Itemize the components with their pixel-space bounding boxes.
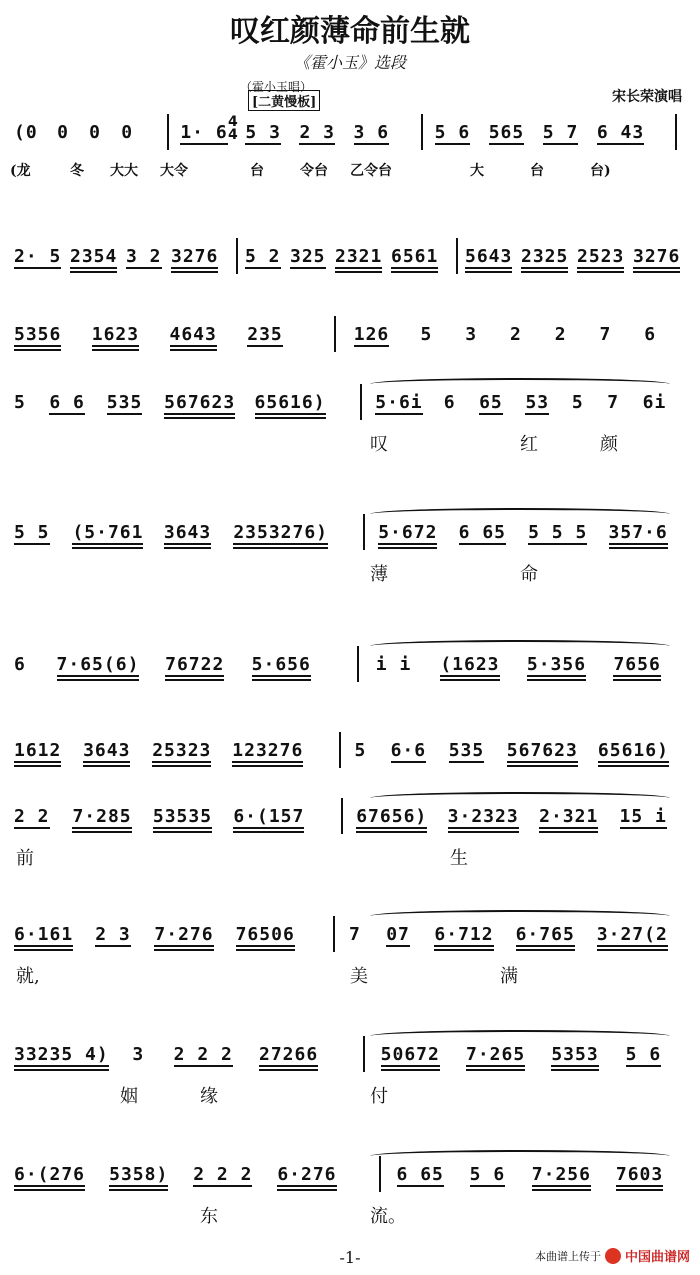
lyric-syllable: 流。 bbox=[370, 1206, 406, 1227]
note-group: 53535 bbox=[152, 806, 213, 827]
score-row bbox=[10, 640, 695, 720]
note-group: 4643 bbox=[169, 324, 217, 345]
note-group: 6·765 bbox=[515, 924, 575, 945]
note-group: 6·(276 bbox=[14, 1164, 86, 1185]
note-group: 07 bbox=[386, 924, 410, 945]
site-logo-icon bbox=[605, 1248, 621, 1264]
note-group: 2325 bbox=[521, 246, 569, 267]
lyric-syllable: 付 bbox=[370, 1086, 388, 1107]
phrase-slur bbox=[370, 640, 670, 652]
lyric-syllable: 颜 bbox=[600, 434, 618, 455]
banban-label: [二黄慢板] bbox=[248, 90, 320, 111]
note-group: 3·27(2 bbox=[596, 924, 668, 945]
note-group: 235 bbox=[247, 324, 283, 345]
note-group: 6 65 bbox=[396, 1164, 444, 1185]
singer-note: （霍小玉唱） bbox=[240, 80, 313, 94]
credit-text: 本曲谱上传于 bbox=[534, 1249, 601, 1263]
note-group: 2353276) bbox=[233, 522, 329, 543]
score-row bbox=[10, 232, 695, 312]
bar-line bbox=[333, 916, 335, 952]
note-group: 2 2 bbox=[14, 806, 50, 827]
note-group: 33235 4) bbox=[14, 1044, 109, 1065]
note-group: 25323 bbox=[152, 740, 212, 761]
note-group: 5 bbox=[354, 740, 367, 761]
note-group: 6 bbox=[14, 654, 26, 675]
score-row bbox=[10, 1030, 695, 1110]
bar-line bbox=[421, 114, 423, 150]
note-group: 7·65(6) bbox=[56, 654, 140, 675]
note-group: 7603 bbox=[615, 1164, 664, 1185]
note-group: 76722 bbox=[165, 654, 225, 675]
lyric-syllable: 缘 bbox=[200, 1086, 218, 1107]
note-group: 6 43 bbox=[596, 122, 645, 143]
note-group: 2 3 bbox=[95, 924, 131, 945]
bar-line bbox=[167, 114, 169, 150]
percussion-syllable: 台 bbox=[530, 163, 544, 179]
note-group: 3643 bbox=[83, 740, 131, 761]
bar-line bbox=[334, 316, 336, 352]
note-group: 6561 bbox=[391, 246, 439, 267]
note-group: 5358) bbox=[109, 1164, 169, 1185]
note-group: 7·276 bbox=[154, 924, 214, 945]
bar-line bbox=[675, 114, 677, 150]
bar-line bbox=[360, 384, 362, 420]
note-group: 50672 bbox=[380, 1044, 440, 1065]
note-group: 1· 6 bbox=[180, 122, 228, 143]
lyric-syllable: 美 bbox=[350, 966, 368, 987]
note-group: 2 bbox=[510, 324, 522, 345]
score-row bbox=[10, 508, 695, 588]
bar-line bbox=[456, 238, 458, 274]
percussion-syllable: 台) bbox=[590, 163, 611, 179]
note-group: 2· 5 bbox=[14, 246, 62, 267]
note-group: 67656) bbox=[356, 806, 428, 827]
note-group: 1623 bbox=[91, 324, 140, 345]
note-group: 3 bbox=[132, 1044, 145, 1065]
note-group: 2523 bbox=[577, 246, 625, 267]
time-signature: 4 4 bbox=[228, 114, 238, 143]
note-group: 6·6 bbox=[390, 740, 427, 761]
phrase-slur bbox=[370, 378, 670, 390]
score-row bbox=[10, 792, 695, 872]
note-group: 7·265 bbox=[466, 1044, 526, 1065]
note-group: 5·672 bbox=[378, 522, 438, 543]
note-group: 0 bbox=[57, 122, 69, 143]
lyric-syllable: 叹 bbox=[370, 434, 388, 455]
phrase-slur bbox=[370, 910, 670, 922]
note-group: 3276 bbox=[171, 246, 219, 267]
note-group: 565 bbox=[488, 122, 525, 143]
note-group: 6i bbox=[642, 392, 667, 413]
note-group: 5 7 bbox=[542, 122, 579, 143]
note-group: 7·285 bbox=[72, 806, 132, 827]
bar-line bbox=[236, 238, 238, 274]
note-group: 3 6 bbox=[353, 122, 390, 143]
percussion-syllable: 大令 bbox=[160, 163, 188, 179]
note-group: 5 5 5 bbox=[528, 522, 588, 543]
note-group: 65616) bbox=[254, 392, 326, 413]
note-group: 6·(157 bbox=[233, 806, 305, 827]
note-group: 2321 bbox=[335, 246, 383, 267]
bar-line bbox=[357, 646, 359, 682]
note-group: 5·656 bbox=[251, 654, 311, 675]
lyric-syllable: 姻 bbox=[120, 1086, 138, 1107]
lyric-syllable: 红 bbox=[520, 434, 538, 455]
percussion-syllable: (龙 bbox=[10, 163, 31, 179]
lyric-syllable: 满 bbox=[500, 966, 518, 987]
note-group: 123276 bbox=[232, 740, 304, 761]
percussion-syllable: 台 bbox=[250, 163, 264, 179]
note-group: 7·256 bbox=[531, 1164, 591, 1185]
note-group: 2 bbox=[554, 324, 567, 345]
phrase-slur bbox=[370, 1150, 670, 1162]
bar-line bbox=[341, 798, 343, 834]
note-group: 6 bbox=[443, 392, 456, 413]
note-group: 5 5 bbox=[14, 522, 50, 543]
note-group: 2354 bbox=[70, 246, 118, 267]
phrase-slur bbox=[370, 792, 670, 804]
note-group: 5·356 bbox=[526, 654, 587, 675]
note-group: 6 bbox=[644, 324, 657, 345]
note-group: i i bbox=[375, 654, 412, 675]
percussion-syllable: 大大 bbox=[110, 163, 138, 179]
note-group: 3276 bbox=[633, 246, 681, 267]
note-group: 53 bbox=[525, 392, 550, 413]
note-group: 5 6 bbox=[469, 1164, 506, 1185]
note-group: 27266 bbox=[259, 1044, 319, 1065]
lyric-syllable: 生 bbox=[450, 848, 468, 869]
note-group: 76506 bbox=[235, 924, 295, 945]
page-title: 叹红颜薄命前生就 bbox=[230, 14, 470, 49]
note-group: 5·6i bbox=[375, 392, 423, 413]
note-group: 3 2 bbox=[126, 246, 162, 267]
score-row bbox=[10, 378, 695, 458]
subtitle: 《霍小玉》选段 bbox=[293, 53, 406, 72]
note-group: (0 bbox=[14, 122, 38, 143]
bar-line bbox=[339, 732, 341, 768]
note-group: 0 bbox=[89, 122, 101, 143]
note-group: 15 i bbox=[619, 806, 667, 827]
note-group: 5356 bbox=[14, 324, 62, 345]
percussion-syllable: 令台 bbox=[300, 163, 328, 179]
note-group: 567623 bbox=[164, 392, 236, 413]
note-group: 5 bbox=[571, 392, 584, 413]
percussion-syllable: 乙令台 bbox=[350, 163, 392, 179]
note-group: 7 bbox=[607, 392, 620, 413]
note-group: 7 bbox=[349, 924, 361, 945]
bar-line bbox=[363, 1036, 365, 1072]
note-group: 2·321 bbox=[539, 806, 599, 827]
note-group: 5353 bbox=[551, 1044, 599, 1065]
note-group: 5 bbox=[14, 392, 26, 413]
note-group: 535 bbox=[448, 740, 485, 761]
note-group: 3643 bbox=[163, 522, 212, 543]
note-group: 535 bbox=[106, 392, 143, 413]
lyric-syllable: 就, bbox=[16, 966, 40, 987]
note-group: 567623 bbox=[506, 740, 578, 761]
lyric-syllable: 薄 bbox=[370, 564, 388, 585]
site-name[interactable]: 中国曲谱网 bbox=[624, 1250, 690, 1265]
page-number: -1- bbox=[339, 1248, 361, 1267]
note-group: 5643 bbox=[465, 246, 513, 267]
note-group: (1623 bbox=[440, 654, 500, 675]
note-group: 0 bbox=[121, 122, 134, 143]
footer-credit[interactable] bbox=[535, 1246, 690, 1265]
note-group: 3·2323 bbox=[447, 806, 519, 827]
note-group: 1612 bbox=[14, 740, 62, 761]
note-group: 2 2 2 bbox=[173, 1044, 233, 1065]
note-group: 357·6 bbox=[608, 522, 668, 543]
note-group: 6·712 bbox=[434, 924, 494, 945]
note-group: 7 bbox=[599, 324, 612, 345]
note-group: 5 3 bbox=[245, 122, 281, 143]
note-group: 6·276 bbox=[277, 1164, 337, 1185]
note-group: 65616) bbox=[597, 740, 669, 761]
note-group: 6 6 bbox=[49, 392, 85, 413]
note-group: 6 65 bbox=[458, 522, 507, 543]
note-group: 2 3 bbox=[299, 122, 335, 143]
note-group: 6·161 bbox=[14, 924, 74, 945]
phrase-slur bbox=[370, 508, 670, 520]
percussion-syllable: 冬 bbox=[70, 163, 84, 179]
note-group: 325 bbox=[290, 246, 326, 267]
note-group: (5·761 bbox=[72, 522, 144, 543]
phrase-slur bbox=[370, 1030, 670, 1042]
note-group: 3 bbox=[465, 324, 478, 345]
bar-line bbox=[363, 514, 365, 550]
note-group: 65 bbox=[479, 392, 503, 413]
note-group: 7656 bbox=[613, 654, 661, 675]
note-group: 5 2 bbox=[245, 246, 281, 267]
note-group: 126 bbox=[353, 324, 390, 345]
note-group: 5 6 bbox=[625, 1044, 662, 1065]
score-row bbox=[10, 1150, 695, 1230]
score-row bbox=[10, 910, 695, 990]
note-group: 5 bbox=[420, 324, 433, 345]
lyric-syllable: 命 bbox=[520, 564, 538, 585]
note-group: 2 2 2 bbox=[193, 1164, 253, 1185]
lyric-syllable: 前 bbox=[16, 848, 34, 869]
percussion-syllable: 大 bbox=[470, 163, 484, 179]
lyric-syllable: 东 bbox=[200, 1206, 218, 1227]
performer-credit: 宋长荣演唱 bbox=[612, 89, 682, 105]
note-group: 5 6 bbox=[434, 122, 471, 143]
